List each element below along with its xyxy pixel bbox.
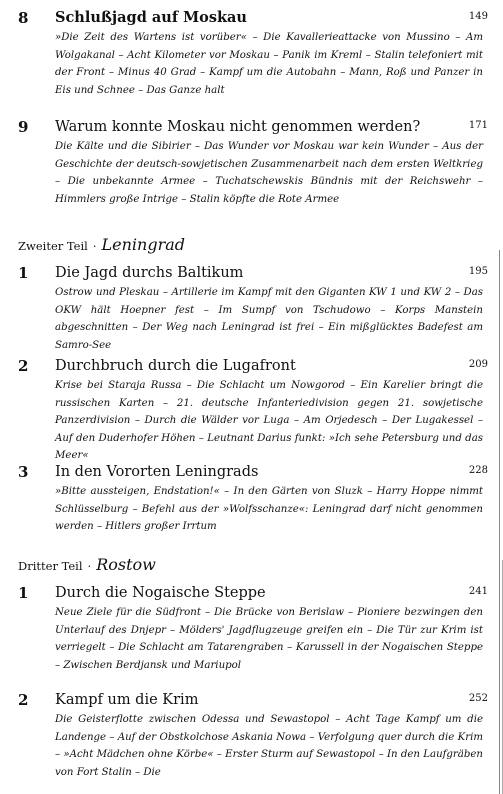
chapter-summary: Ostrow und Pleskau – Artillerie im Kampf mit den Giganten KW 1 und KW 2 – Das OKW hält Hoepner fest – Im Sumpf von Tschudowo – Korps Manstein abgeschnitten – Der Weg nach Leningrad ist frei – Ein mißglücktes Badefest am Samro-See — [55, 287, 483, 351]
chapter-summary: Die Geisterflotte zwischen Odessa und Sewastopol – Acht Tage Kampf um die Landenge – Auf der Obstkolchose Askania Nowa – Verfolgung quer durch die Krim – »Acht Mädchen ohne Körbe« – Erster Sturm auf Sewastopol – In den Laufgräben von Fort Stalin – Die — [55, 714, 483, 778]
chapter-summary: Neue Ziele für die Südfront – Die Brücke von Berislaw – Pioniere bezwingen den Unterlauf des Dnjepr – Mölders' Jagdflugzeuge greifen ein – Die Tür zur Krim ist verriegelt – Die Schlacht am Tatarengraben – Karussell in der Nogaischen Steppe – Zwischen Berdjansk und Mariupol — [55, 607, 483, 671]
page-number: 171 — [468, 120, 488, 131]
chapter-summary: Die Kälte und die Sibirier – Das Wunder vor Moskau war kein Wunder – Aus der Geschichte der deutsch-sowjetischen Zusammenarbeit nach dem ersten Weltkrieg – Die unbekannte Armee – Tuchatschewskis Bündnis mit der Reichswehr – Himmlers große Intrige – Stalin köpfte die Rote Armee — [55, 141, 483, 205]
page-number: 195 — [468, 266, 488, 277]
part-label: Zweiter Teil — [18, 239, 88, 253]
page-number: 241 — [468, 586, 488, 597]
part-heading — [18, 548, 156, 582]
entry-header — [18, 461, 486, 483]
chapter-number: 3 — [18, 463, 29, 481]
scan-edge-line — [499, 250, 500, 794]
chapter-title: Kampf um die Krim — [55, 692, 199, 708]
toc-entry — [18, 355, 486, 465]
toc-entry — [18, 7, 486, 99]
chapter-title: Durchbruch durch die Lugafront — [55, 358, 296, 374]
entry-header — [18, 355, 486, 377]
chapter-summary: Krise bei Staraja Russa – Die Schlacht um Nowgorod – Ein Karelier bringt die russischen Karten – 21. deutsche Infanteriedivision gegen 21. sowjetische Panzerdivision – Durch die Wälder vor Luga – Am Orjedesch – Der Lugakessel – Auf den Duderhofer Höhen – Leutnant Darius funkt: »Ich sehe Petersburg und das Meer« — [55, 380, 483, 461]
part-separator: · — [87, 559, 92, 573]
chapter-number: 9 — [18, 118, 29, 136]
toc-entry — [18, 461, 486, 536]
entry-header — [18, 582, 486, 604]
chapter-number: 1 — [18, 264, 29, 282]
toc-entry — [18, 116, 486, 208]
chapter-number: 2 — [18, 691, 29, 709]
chapter-title: Durch die Nogaische Steppe — [55, 585, 266, 601]
page-number: 228 — [468, 465, 488, 476]
chapter-number: 8 — [18, 9, 29, 27]
page-number: 149 — [468, 11, 488, 22]
entry-header — [18, 689, 486, 711]
entry-header — [18, 116, 486, 138]
entry-header — [18, 262, 486, 284]
page-number: 252 — [468, 693, 488, 704]
part-heading — [18, 228, 185, 262]
part-label: Dritter Teil — [18, 559, 83, 573]
chapter-number: 1 — [18, 584, 29, 602]
toc-entry — [18, 262, 486, 354]
chapter-summary: »Die Zeit des Wartens ist vorüber« – Die Kavallerieattacke von Mussino – Am Wolgakanal – Acht Kilometer vor Moskau – Panik im Kreml – Stalin telefoniert mit der Front – Minus 40 Grad – Kampf um die Autobahn – Mann, Roß und Panzer in Eis und Schnee – Das Ganze halt — [55, 32, 483, 96]
chapter-title: Warum konnte Moskau nicht genommen werden? — [55, 119, 421, 135]
part-name: Leningrad — [101, 235, 185, 254]
chapter-number: 2 — [18, 357, 29, 375]
chapter-summary: »Bitte aussteigen, Endstation!« – In den Gärten von Sluzk – Harry Hoppe nimmt Schlüsselburg – Befehl aus der »Wolfsschanze«: Leningrad darf nicht genommen werden – Hitlers großer Irrtum — [55, 486, 483, 532]
page-number: 209 — [468, 359, 488, 370]
part-name: Rostow — [96, 555, 156, 574]
toc-entry — [18, 582, 486, 674]
chapter-title: Die Jagd durchs Baltikum — [55, 265, 244, 281]
toc-entry — [18, 689, 486, 781]
chapter-title: Schlußjagd auf Moskau — [55, 9, 247, 26]
entry-header — [18, 7, 486, 29]
part-separator: · — [92, 239, 97, 253]
chapter-title: In den Vororten Leningrads — [55, 464, 259, 480]
